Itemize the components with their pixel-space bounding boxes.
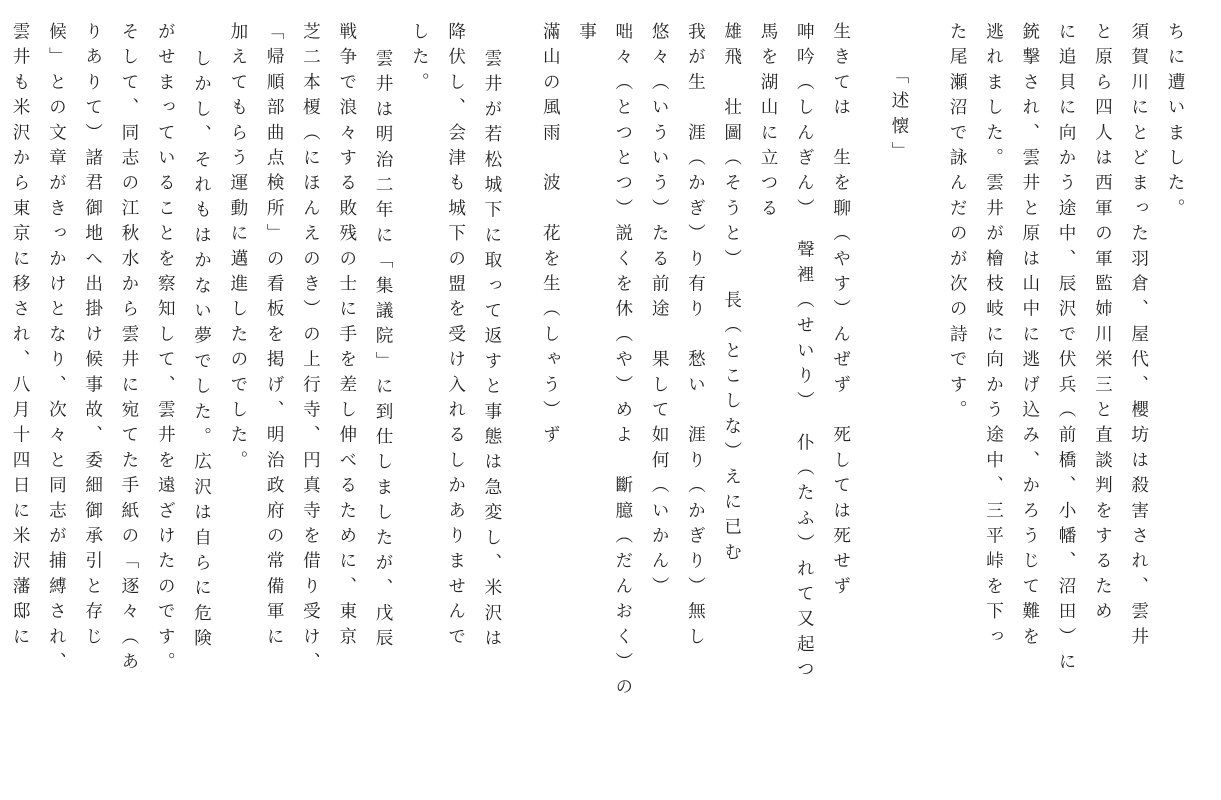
text-line: 「述懐」 bbox=[888, 66, 909, 167]
text-line: 候」との文章がきっかけとなり、次々と同志が捕縛され、 bbox=[46, 22, 67, 678]
text-line: 呻吟（しんぎん） 聲裡（せいり） 仆（たふ）れて又起つ bbox=[794, 22, 815, 685]
text-line: と原ら四人は西軍の軍監姉川栄三と直談判をするため bbox=[1092, 22, 1113, 627]
text-line: 雲井は明治二年に「集議院」に到仕しましたが、戊辰 bbox=[373, 49, 394, 654]
text-line: 「帰順部曲点検所」の看板を掲げ、明治政府の常備軍に bbox=[264, 22, 285, 652]
text-line: 咄々（とつとつ）説くを休（や）めよ 斷臆（だんおく）の bbox=[612, 22, 633, 703]
text-line: 逃れました。雲井が檜枝岐に向かう途中、三平峠を下っ bbox=[983, 22, 1004, 652]
text-line: 降伏し、会津も城下の盟を受け入れるしかありませんで bbox=[445, 22, 466, 652]
text-line: 我が生 涯（かぎ）り有り 愁い 涯り（かぎり）無し bbox=[685, 22, 706, 652]
text-line: した。 bbox=[409, 22, 430, 98]
text-line: 銃撃され、雲井と原は山中に逃げ込み、かろうじて難を bbox=[1019, 22, 1040, 652]
text-line bbox=[0, 22, 2, 792]
text-line: 生きては 生を聊（やす）んぜず 死しては死せず bbox=[830, 22, 851, 602]
text-line: がせまっていることを察知して、雲井を遠ざけたのです。 bbox=[155, 22, 176, 678]
text-line: 戦争で浪々する敗残の士に手を差し伸べるために、東京 bbox=[336, 22, 357, 652]
text-line: た尾瀬沼で詠んだのが次の詩です。 bbox=[947, 22, 968, 426]
text-line: 馬を湖山に立つる bbox=[758, 22, 779, 224]
text-line: 芝二本榎（にほんえのき）の上行寺、円真寺を借り受け、 bbox=[300, 22, 321, 678]
text-line: 雲井も米沢から東京に移され、八月十四日に米沢藩邸に bbox=[10, 22, 31, 652]
text-line: 悠々（いういう）たる前途 果して如何（いかん） bbox=[649, 22, 670, 602]
text-line: 雄飛 壮圖（そうと） 長（とこしな）えに已む bbox=[721, 22, 742, 568]
vertical-text-body bbox=[0, 22, 1193, 792]
text-line: 須賀川にとどまった羽倉、屋代、櫻坊は殺害され、雲井 bbox=[1128, 22, 1149, 652]
text-line: そして、同志の江秋水から雲井に宛てた手紙の「逐々（あ bbox=[118, 22, 139, 678]
text-line: りありて）諸君御地へ出掛け候事故、委細御承引と存じ bbox=[82, 22, 103, 652]
text-line: 加えてもらう運動に邁進したのでした。 bbox=[227, 22, 248, 476]
text-line: 滿山の風雨 波 花を生（しゃう）ず bbox=[540, 22, 561, 451]
text-line: 雲井が若松城下に取って返すと事態は急変し、米沢は bbox=[481, 49, 502, 654]
text-line: しかし、それもはかない夢でした。広沢は自らに危険 bbox=[191, 49, 212, 654]
text-line: ちに遭いました。 bbox=[1165, 22, 1185, 224]
text-line: に追貝に向かう途中、辰沢で伏兵（前橋、小幡、沼田）に bbox=[1056, 22, 1077, 678]
text-line: 事 bbox=[576, 22, 597, 48]
